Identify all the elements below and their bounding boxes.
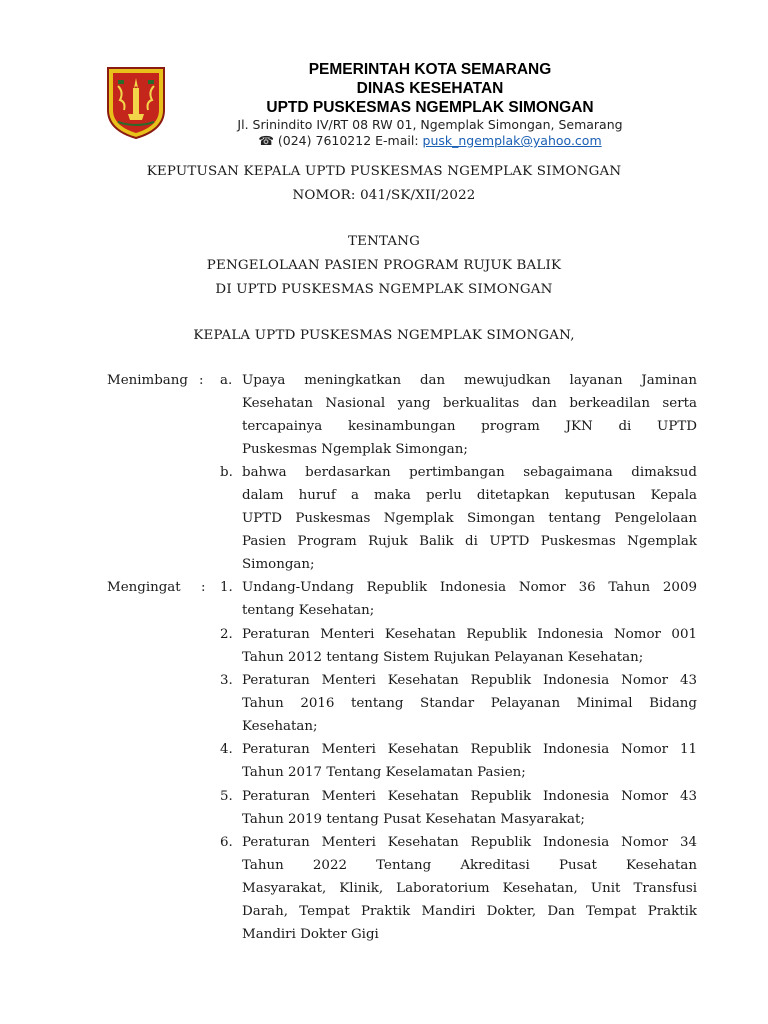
menimbang-b-line: bahwa berdasarkan pertimbangan sebagaimana dimaksud [242, 465, 697, 480]
mengingat-1-mark: 1. [220, 580, 233, 595]
mengingat-4-line: Tahun 2017 Tentang Keselamatan Pasien; [242, 765, 526, 780]
semarang-city-emblem-icon [106, 66, 166, 140]
mengingat-6-mark: 6. [220, 835, 233, 850]
mengingat-3-mark: 3. [220, 673, 233, 688]
mengingat-1-line: tentang Kesehatan; [242, 603, 375, 618]
menimbang-a-line: Puskesmas Ngemplak Simongan; [242, 442, 468, 457]
mengingat-2-line: Tahun 2012 tentang Sistem Rujukan Pelayanan Kesehatan; [242, 650, 644, 665]
menimbang-b-line: dalam huruf a maka perlu ditetapkan keputusan Kepala [242, 488, 697, 503]
mengingat-3-line: Peraturan Menteri Kesehatan Republik Indonesia Nomor 43 [242, 673, 697, 688]
menimbang-colon: : [199, 373, 204, 388]
mengingat-2-mark: 2. [220, 627, 233, 642]
mengingat-4-mark: 4. [220, 742, 233, 757]
decree-title: KEPUTUSAN KEPALA UPTD PUSKESMAS NGEMPLAK SIMONGAN [146, 164, 622, 179]
mengingat-6-line: Darah, Tempat Praktik Mandiri Dokter, Dan Tempat Praktik [242, 904, 697, 919]
menimbang-a-line: Kesehatan Nasional yang berkualitas dan berkeadilan serta [242, 396, 697, 411]
decree-issuer: KEPALA UPTD PUSKESMAS NGEMPLAK SIMONGAN, [193, 328, 575, 343]
mengingat-5-line: Tahun 2019 tentang Pusat Kesehatan Masyarakat; [242, 812, 585, 827]
decree-subject-line1: PENGELOLAAN PASIEN PROGRAM RUJUK BALIK [206, 258, 562, 273]
mengingat-6-line: Peraturan Menteri Kesehatan Republik Indonesia Nomor 34 [242, 835, 697, 850]
mengingat-3-line: Tahun 2016 tentang Standar Pelayanan Minimal Bidang [242, 696, 697, 711]
header-address: Jl. Srinindito IV/RT 08 RW 01, Ngemplak Simongan, Semarang [237, 117, 623, 132]
mengingat-5-mark: 5. [220, 789, 233, 804]
menimbang-label: Menimbang [107, 373, 188, 388]
mengingat-6-line: Masyarakat, Klinik, Laboratorium Kesehatan, Unit Transfusi [242, 881, 697, 896]
decree-number: NOMOR: 041/SK/XII/2022 [292, 188, 476, 203]
menimbang-b-line: Simongan; [242, 557, 315, 572]
header-phone: ☎ (024) 7610212 E-mail: [258, 133, 423, 148]
mengingat-5-line: Peraturan Menteri Kesehatan Republik Indonesia Nomor 43 [242, 789, 697, 804]
mengingat-3-line: Kesehatan; [242, 719, 318, 734]
decree-subject-line2: DI UPTD PUSKESMAS NGEMPLAK SIMONGAN [215, 282, 553, 297]
header-department: DINAS KESEHATAN [356, 80, 504, 97]
header-government: PEMERINTAH KOTA SEMARANG [308, 61, 552, 78]
menimbang-a-mark: a. [220, 373, 233, 388]
header-email-link[interactable]: pusk_ngemplak@yahoo.com [422, 133, 602, 148]
header-contact [170, 133, 690, 148]
menimbang-a-line: tercapainya kesinambungan program JKN di UPTD [242, 419, 697, 434]
decree-about: TENTANG [347, 234, 421, 249]
header-institution: UPTD PUSKESMAS NGEMPLAK SIMONGAN [266, 99, 594, 116]
mengingat-2-line: Peraturan Menteri Kesehatan Republik Indonesia Nomor 001 [242, 627, 697, 642]
mengingat-colon: : [201, 580, 206, 595]
mengingat-4-line: Peraturan Menteri Kesehatan Republik Indonesia Nomor 11 [242, 742, 697, 757]
mengingat-label: Mengingat [107, 580, 181, 595]
mengingat-6-line: Tahun 2022 Tentang Akreditasi Pusat Kesehatan [242, 858, 697, 873]
menimbang-a-line: Upaya meningkatkan dan mewujudkan layanan Jaminan [242, 373, 697, 388]
mengingat-1-line: Undang-Undang Republik Indonesia Nomor 36 Tahun 2009 [242, 580, 697, 595]
mengingat-6-line: Mandiri Dokter Gigi [242, 927, 379, 942]
menimbang-b-line: Pasien Program Rujuk Balik di UPTD Puskesmas Ngemplak [242, 534, 697, 549]
menimbang-b-mark: b. [220, 465, 233, 480]
menimbang-b-line: UPTD Puskesmas Ngemplak Simongan tentang Pengelolaan [242, 511, 697, 526]
